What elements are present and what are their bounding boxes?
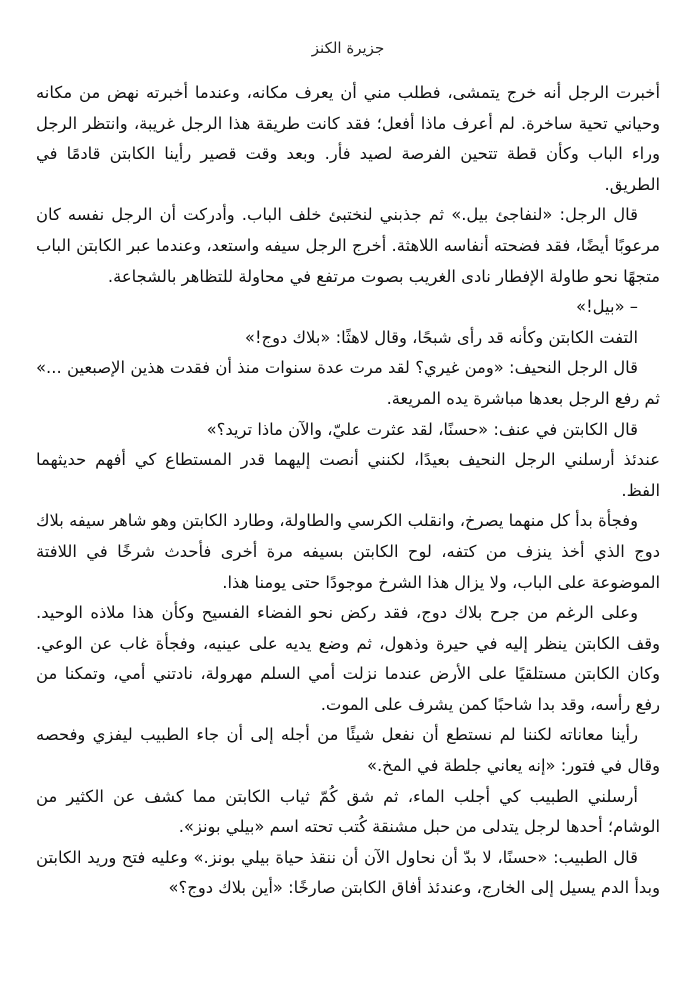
paragraph: وفجأة بدأ كل منهما يصرخ، وانقلب الكرسي والطاولة، وطارد الكابتن وهو شاهر سيفه بلاك دوج الذي أخذ ينزف من كتفه، لوح الكابتن بسيفه مرة أخرى فأحدث شرخًا في اللافتة الموضوعة على الباب، ولا يزال هذا الشرخ موجودًا حتى يومنا هذا. xyxy=(36,511,660,592)
paragraph: قال الرجل: «لنفاجئ بيل.» ثم جذبني لنختبئ خلف الباب. وأدركت أن الرجل نفسه كان مرعوبًا أيضًا، فقد فضحته أنفاسه اللاهثة. أخرج الرجل سيفه واستعد، وعندما عبر الكابتن الباب متجهًا نحو طاولة الإفطار نادى الغريب بصوت مرتفع في محاولة للتظاهر بالشجاعة. xyxy=(36,205,660,286)
paragraph: التفت الكابتن وكأنه قد رأى شبحًا، وقال لاهثًا: «بلاك دوج!» xyxy=(244,327,638,347)
paragraph: أخبرت الرجل أنه خرج يتمشى، فطلب مني أن يعرف مكانه، وعندما أخبرته نهض من مكانه وحياني تحية ساخرة. لم أعرف ماذا أفعل؛ فقد كانت طريقة هذا الرجل غريبة، وانتظر الرجل وراء الباب وكأن قطة تتحين الفرصة لصيد فأر. وبعد وقت قصير رأينا الكابتن قادمًا في الطريق. xyxy=(36,83,660,194)
paragraph: قال الطبيب: «حسنًا، لا بدّ أن نحاول الآن أن ننقذ حياة بيلي بونز.» وعليه فتح وريد الكابتن وبدأ الدم يسيل إلى الخارج، وعندئذ أفاق الكابتن صارخًا: «أين بلاك دوج؟» xyxy=(36,847,660,898)
running-header: جزيرة الكنز xyxy=(311,39,385,57)
body-text xyxy=(36,78,660,904)
paragraph: رأينا معاناته لكننا لم نستطع أن نفعل شيئًا من أجله إلى أن جاء الطبيب ليفزي وفحصه وقال في فتور: «إنه يعاني جلطة في المخ.» xyxy=(36,725,660,776)
paragraph: أرسلني الطبيب كي أجلب الماء، ثم شق كُمّ ثياب الكابتن مما كشف عن الكثير من الوشام؛ أحدها لرجل يتدلى من حبل مشنقة كُتب تحته اسم «بيلي بونز». xyxy=(36,786,660,837)
paragraph: قال الرجل النحيف: «ومن غيري؟ لقد مرت عدة سنوات منذ أن فقدت هذين الإصبعين ...» ثم رفع الرجل بعدها مباشرة يده المريعة. xyxy=(36,358,660,408)
paragraph: – «بيل!» xyxy=(576,297,638,317)
paragraph: وعلى الرغم من جرح بلاك دوج، فقد ركض نحو الفضاء الفسيح وكأن هذا ملاذه الوحيد. وقف الكابتن ينظر إليه في حيرة وذهول، ثم وضع يديه على عينيه، وفجأة غاب عن الوعي. وكان الكابتن مستلقيًا على الأرض عندما نزلت أمي السلم مهرولة، نادتني أمي، وتمكنا من رفع رأسه، وقد بدا شاحبًا كمن يشرف على الموت. xyxy=(36,603,660,714)
paragraph: قال الكابتن في عنف: «حسنًا، لقد عثرت عليّ، والآن ماذا تريد؟» xyxy=(206,419,638,439)
paragraph: عندئذ أرسلني الرجل النحيف بعيدًا، لكنني أنصت إليهما قدر المستطاع كي أفهم حديثهما الفظ. xyxy=(36,450,660,500)
